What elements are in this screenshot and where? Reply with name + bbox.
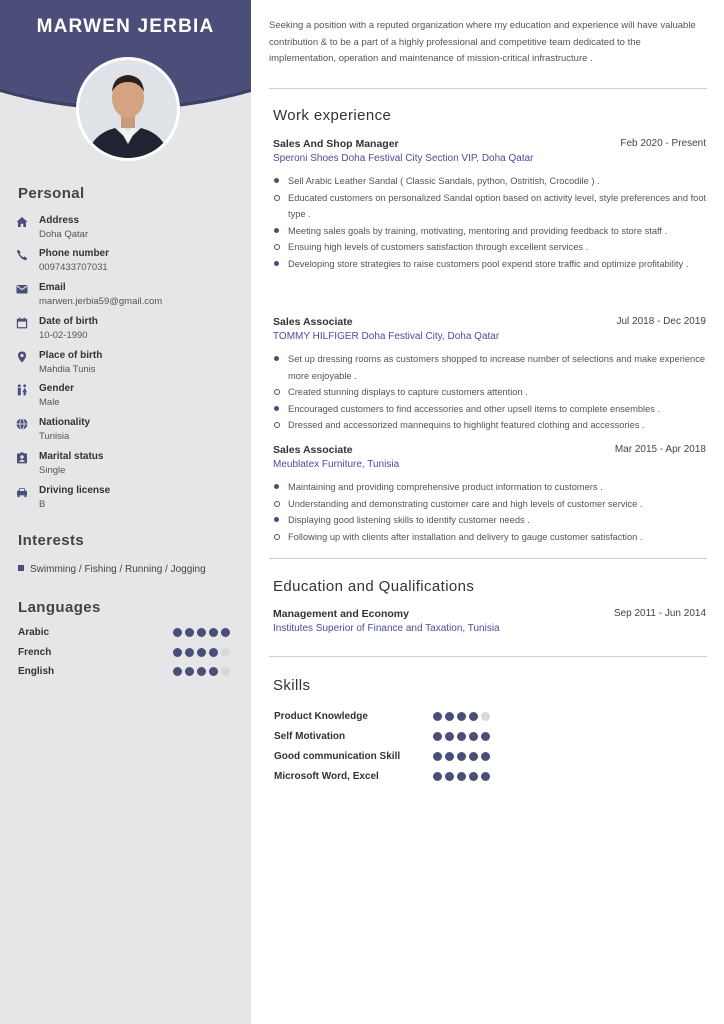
personal-item-gender: Gender Male — [16, 383, 241, 413]
personal-item-driving-license: Driving license B — [16, 485, 241, 515]
personal-item-nationality: Nationality Tunisia — [16, 417, 241, 447]
rating-dot-filled — [469, 712, 478, 721]
rating-dot-filled — [469, 752, 478, 761]
rating-dot-filled — [445, 712, 454, 721]
skill-row: Product Knowledge — [274, 711, 496, 725]
personal-item-marital-status: Marital status Single — [16, 451, 241, 481]
language-level-dots — [173, 648, 230, 657]
language-level-dots — [173, 628, 230, 637]
rating-dot-filled — [173, 628, 182, 637]
language-row: Arabic — [18, 627, 230, 641]
personal-item-place-of-birth: Place of birth Mahdia Tunis — [16, 350, 241, 380]
list-item: Developing store strategies to raise customers pool expend store traffic and optimize profitability . — [273, 256, 707, 273]
job-bullets — [273, 173, 707, 272]
list-item: Educated customers on personalized Sandal option based on activity level, style preferences and foot type . — [273, 190, 707, 223]
interest-item: Swimming / Fishing / Running / Jogging — [18, 564, 206, 575]
rating-dot-filled — [209, 628, 218, 637]
skill-row: Microsoft Word, Excel — [274, 771, 496, 785]
rating-dot-empty — [221, 667, 230, 676]
education-degree: Management and Economy — [273, 608, 409, 620]
rating-dot-filled — [185, 648, 194, 657]
skill-level-dots — [433, 732, 490, 741]
interests-section-title: Interests — [18, 532, 85, 549]
list-item: Displaying good listening skills to identify customer needs . — [273, 512, 707, 529]
job-bullets — [273, 351, 707, 434]
personal-section-title: Personal — [18, 185, 85, 202]
rating-dot-filled — [209, 667, 218, 676]
skill-row: Self Motivation — [274, 731, 496, 745]
language-row: English — [18, 666, 230, 680]
home-icon — [16, 216, 28, 228]
rating-dot-filled — [445, 772, 454, 781]
job-bullets — [273, 479, 707, 545]
rating-dot-filled — [457, 712, 466, 721]
language-row: French — [18, 647, 230, 661]
rating-dot-filled — [197, 667, 206, 676]
rating-dot-empty — [481, 712, 490, 721]
languages-section-title: Languages — [18, 599, 101, 616]
education-date: Sep 2011 - Jun 2014 — [613, 608, 706, 619]
location-pin-icon — [16, 351, 28, 363]
rating-dot-filled — [185, 628, 194, 637]
personal-item-phone: Phone number 0097433707031 — [16, 248, 241, 278]
list-item: Encouraged customers to find accessories and other upsell items to complete ensembles . — [273, 401, 707, 418]
rating-dot-filled — [173, 667, 182, 676]
list-item: Following up with clients after installation and delivery to gauge customer satisfaction . — [273, 529, 707, 546]
job-date: Mar 2015 - Apr 2018 — [614, 444, 706, 455]
list-item: Maintaining and providing comprehensive product information to customers . — [273, 479, 707, 496]
rating-dot-filled — [457, 772, 466, 781]
language-level-dots — [173, 667, 230, 676]
rating-dot-filled — [197, 628, 206, 637]
job-title: Sales Associate — [273, 444, 353, 456]
skill-level-dots — [433, 772, 490, 781]
list-item: Sell Arabic Leather Sandal ( Classic Sandals, python, Ostritish, Crocodile ) . — [273, 173, 707, 190]
profile-photo — [76, 57, 180, 161]
rating-dot-filled — [445, 732, 454, 741]
sidebar — [0, 0, 251, 1024]
skill-row: Good communication Skill — [274, 751, 496, 765]
rating-dot-filled — [481, 772, 490, 781]
skill-level-dots — [433, 752, 490, 761]
rating-dot-filled — [197, 648, 206, 657]
phone-icon — [16, 249, 28, 261]
list-item: Understanding and demonstrating customer care and high levels of customer service . — [273, 496, 707, 513]
personal-item-address: Address Doha Qatar — [16, 215, 241, 245]
rating-dot-filled — [433, 752, 442, 761]
list-item: Created stunning displays to capture customers attention . — [273, 384, 707, 401]
rating-dot-filled — [433, 772, 442, 781]
personal-item-email: Email marwen.jerbia59@gmail.com — [16, 282, 241, 312]
rating-dot-filled — [457, 752, 466, 761]
rating-dot-filled — [209, 648, 218, 657]
rating-dot-filled — [433, 712, 442, 721]
divider — [269, 88, 707, 89]
list-item: Set up dressing rooms as customers shopped to increase number of selections and make experience more enjoyable . — [273, 351, 707, 384]
job-date: Feb 2020 - Present — [620, 138, 706, 149]
list-item: Meeting sales goals by training, motivating, mentoring and providing feedback to store staff . — [273, 223, 707, 240]
calendar-icon — [16, 317, 28, 329]
rating-dot-filled — [469, 772, 478, 781]
skill-level-dots — [433, 712, 490, 721]
education-school: Institutes Superior of Finance and Taxation, Tunisia — [273, 623, 500, 634]
job-company: TOMMY HILFIGER Doha Festival City, Doha Qatar — [273, 331, 500, 342]
rating-dot-empty — [221, 648, 230, 657]
id-badge-icon — [16, 452, 28, 464]
skills-section-title: Skills — [273, 677, 311, 694]
main-content — [251, 0, 724, 1024]
rating-dot-filled — [185, 667, 194, 676]
list-item: Ensuing high levels of customers satisfaction through excellent services . — [273, 239, 707, 256]
rating-dot-filled — [457, 732, 466, 741]
job-company: Speroni Shoes Doha Festival City Section VIP, Doha Qatar — [273, 153, 534, 164]
rating-dot-filled — [173, 648, 182, 657]
personal-item-date-of-birth: Date of birth 10-02-1990 — [16, 316, 241, 346]
education-section-title: Education and Qualifications — [273, 578, 475, 595]
globe-icon — [16, 418, 28, 430]
rating-dot-filled — [433, 732, 442, 741]
list-item: Dressed and accessorized mannequins to highlight featured clothing and accessories . — [273, 417, 707, 434]
rating-dot-filled — [481, 752, 490, 761]
divider — [269, 656, 707, 657]
profile-summary: Seeking a position with a reputed organization where my education and experience will have valuable contribution & to be a part of a highly professional and competitive team dedicated to the implementation, operation and maintenance of mission-critical infrastructure . — [269, 20, 696, 64]
email-icon — [16, 283, 28, 295]
job-title: Sales And Shop Manager — [273, 138, 399, 150]
rating-dot-filled — [445, 752, 454, 761]
square-bullet-icon — [18, 565, 24, 571]
gender-icon — [16, 384, 28, 396]
car-icon — [16, 486, 28, 498]
job-title: Sales Associate — [273, 316, 353, 328]
rating-dot-filled — [221, 628, 230, 637]
work-section-title: Work experience — [273, 107, 392, 124]
job-date: Jul 2018 - Dec 2019 — [616, 316, 706, 327]
rating-dot-filled — [469, 732, 478, 741]
rating-dot-filled — [481, 732, 490, 741]
candidate-name: MARWEN JERBIA — [36, 16, 215, 37]
job-company: Meublatex Furniture, Tunisia — [273, 459, 400, 470]
divider — [269, 558, 707, 559]
